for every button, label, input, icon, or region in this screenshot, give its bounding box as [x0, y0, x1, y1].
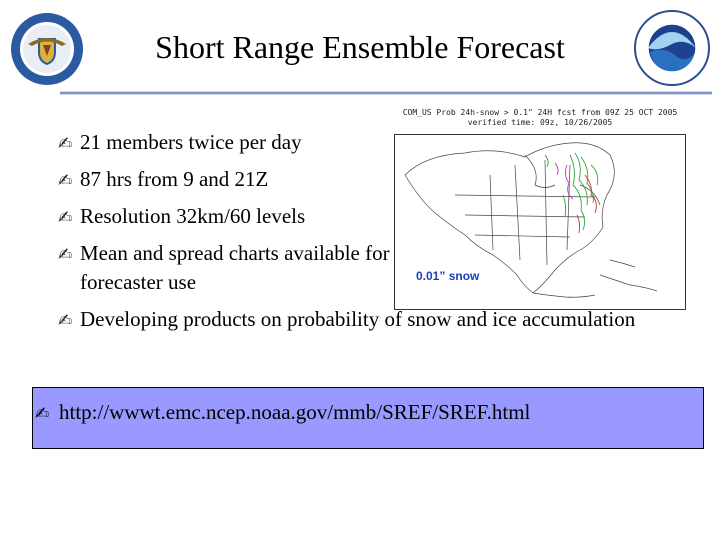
bullet-list — [58, 128, 718, 344]
sref-url-link[interactable]: http://wwwt.emc.ncep.noaa.gov/mmb/SREF/SREF.html — [59, 400, 531, 424]
bullet-text: 21 members twice per day — [80, 130, 302, 154]
bullet-item — [58, 305, 680, 334]
url-bullet — [35, 398, 531, 427]
pen-bullet-icon: ✍ — [58, 134, 73, 154]
bullet-item — [58, 165, 718, 194]
pen-bullet-icon: ✍ — [35, 404, 50, 424]
pen-bullet-icon: ✍ — [58, 245, 73, 265]
bullet-text: Mean and spread charts available for forecaster use — [80, 241, 390, 294]
map-caption-line-2: verified time: 09z, 10/26/2005 — [467, 118, 613, 127]
snow-threshold-label: 0.01” snow — [416, 269, 480, 283]
bullet-text: Developing products on probability of snow and ice accumulation — [80, 307, 636, 331]
title-underline — [60, 91, 712, 95]
map-caption — [390, 108, 690, 128]
pen-bullet-icon: ✍ — [58, 311, 73, 331]
pen-bullet-icon: ✍ — [58, 171, 73, 191]
slide-title: Short Range Ensemble Forecast — [155, 29, 565, 65]
bullet-text: Resolution 32km/60 levels — [80, 204, 306, 228]
url-highlight-box — [32, 387, 704, 449]
map-caption-line-1: COM_US Prob 24h-snow > 0.1" 24H fcst from 09Z 25 OCT 2005 — [402, 108, 678, 117]
bullet-item — [58, 128, 718, 157]
noaa-logo-icon — [634, 10, 710, 86]
department-of-commerce-seal-icon — [10, 12, 84, 86]
bullet-item — [58, 239, 410, 297]
bullet-text: 87 hrs from 9 and 21Z — [80, 167, 269, 191]
pen-bullet-icon: ✍ — [58, 208, 73, 228]
bullet-item — [58, 202, 718, 231]
